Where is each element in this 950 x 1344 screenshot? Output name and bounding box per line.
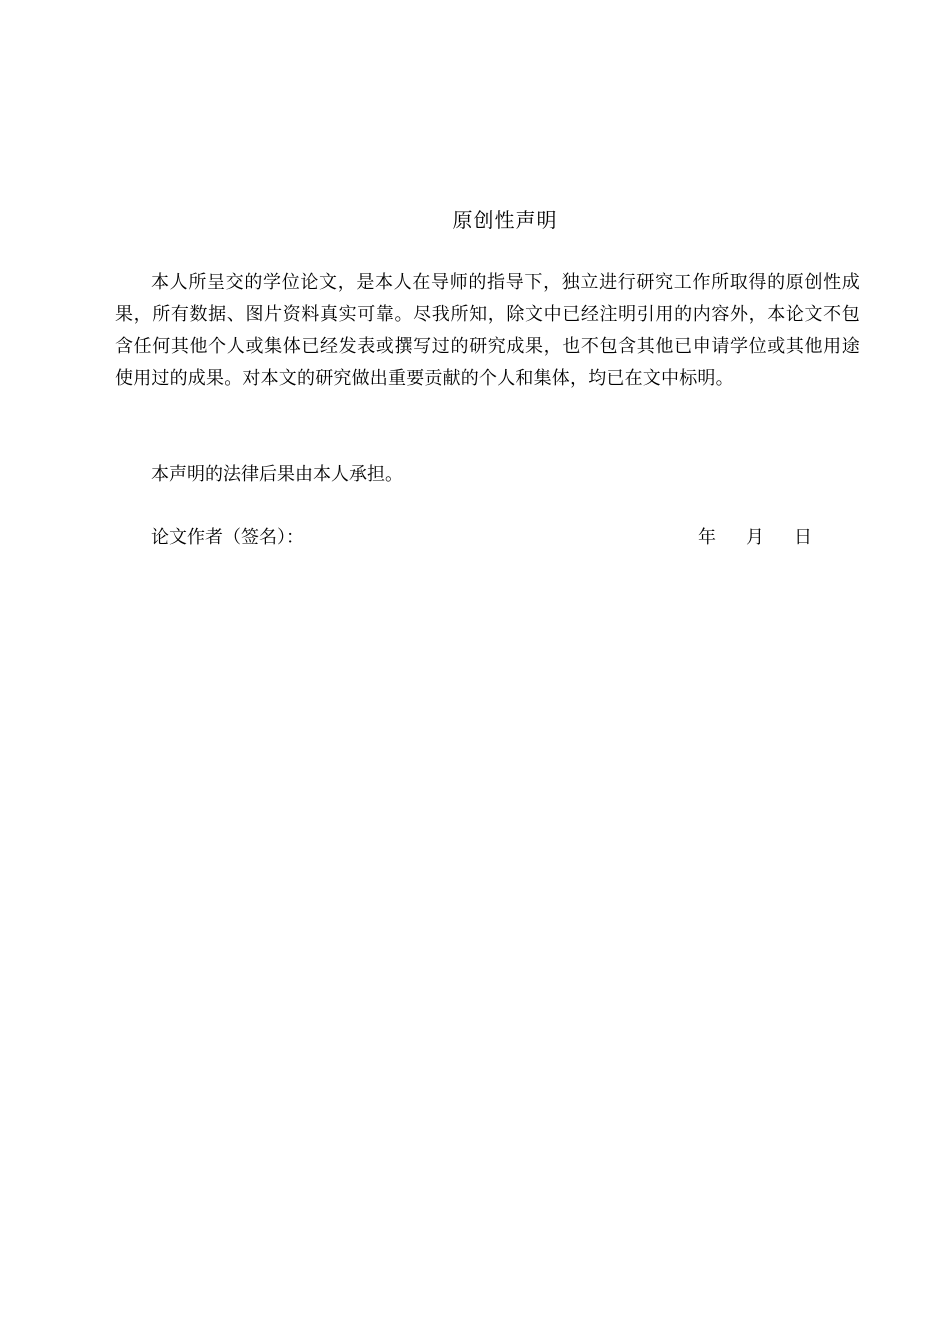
date-year-label: 年	[698, 527, 716, 548]
signature-row	[151, 522, 816, 554]
date-day-label: 日	[794, 527, 812, 548]
responsibility-statement: 本声明的法律后果由本人承担。	[151, 464, 403, 485]
signature-label: 论文作者（签名）：	[151, 527, 304, 548]
date-month-label: 月	[746, 527, 764, 548]
declaration-paragraph: 本人所呈交的学位论文，是本人在导师的指导下，独立进行研究工作所取得的原创性成果，所有数据、图片资料真实可靠。尽我所知，除文中已经注明引用的内容外，本论文不包含任何其他个人或集体已经发表或撰写过的研究成果，也不包含其他已申请学位或其他用途使用过的成果。对本文的研究做出重要贡献的个人和集体，均已在文中标明。	[115, 272, 860, 389]
page-title: 原创性声明	[452, 208, 558, 232]
